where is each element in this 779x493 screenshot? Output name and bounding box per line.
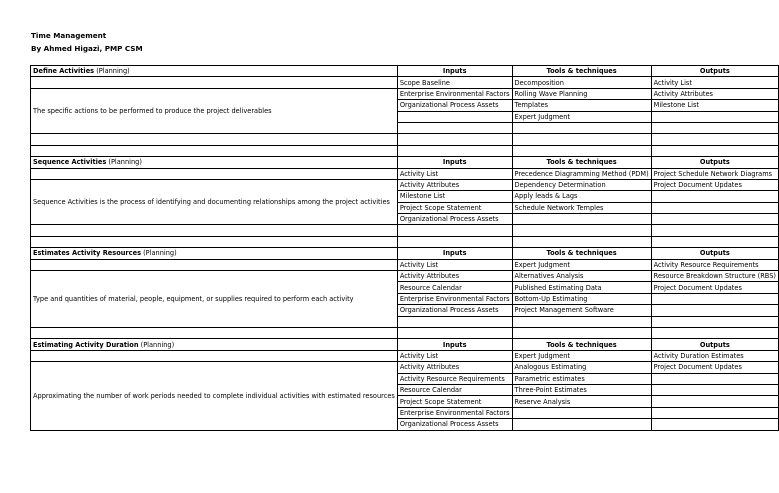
table-row xyxy=(31,145,779,156)
empty-cell xyxy=(651,407,778,418)
tools-cell: Project Management Software xyxy=(512,305,651,316)
outputs-cell: Activity List xyxy=(651,77,778,88)
table-row xyxy=(31,236,779,247)
column-header-inputs: Inputs xyxy=(397,248,512,259)
tools-cell: Templates xyxy=(512,100,651,111)
empty-cell xyxy=(31,77,398,88)
column-header-inputs: Inputs xyxy=(397,66,512,77)
empty-cell xyxy=(651,305,778,316)
inputs-cell: Enterprise Environmental Factors xyxy=(397,293,512,304)
empty-cell xyxy=(397,122,512,133)
section-description: Approximating the number of work periods needed to complete individual activities with estimated resources xyxy=(31,362,398,430)
column-header-outputs: Outputs xyxy=(651,339,778,350)
empty-cell xyxy=(651,327,778,338)
empty-cell xyxy=(512,225,651,236)
empty-cell xyxy=(512,327,651,338)
column-header-outputs: Outputs xyxy=(651,248,778,259)
inputs-cell: Activity List xyxy=(397,259,512,270)
table-row xyxy=(31,225,779,236)
inputs-cell: Organizational Process Assets xyxy=(397,100,512,111)
empty-cell xyxy=(397,316,512,327)
inputs-cell: Activity Attributes xyxy=(397,362,512,373)
empty-cell xyxy=(512,214,651,225)
outputs-cell: Project Schedule Network Diagrams xyxy=(651,168,778,179)
empty-cell xyxy=(397,236,512,247)
empty-cell xyxy=(651,419,778,430)
empty-cell xyxy=(397,225,512,236)
section-name: Sequence Activities xyxy=(33,158,107,167)
tools-cell: Apply leads & Lags xyxy=(512,191,651,202)
tools-cell: Parametric estimates xyxy=(512,373,651,384)
empty-cell xyxy=(651,396,778,407)
section-phase: (Planning) xyxy=(141,249,177,258)
table-row xyxy=(31,271,779,282)
section-title xyxy=(31,339,398,350)
section-phase: (Planning) xyxy=(94,67,130,76)
inputs-cell: Project Scope Statement xyxy=(397,202,512,213)
inputs-cell: Organizational Process Assets xyxy=(397,419,512,430)
empty-cell xyxy=(651,316,778,327)
outputs-cell: Resource Breakdown Structure (RBS) xyxy=(651,271,778,282)
empty-cell xyxy=(651,373,778,384)
outputs-cell: Activity Attributes xyxy=(651,88,778,99)
empty-cell xyxy=(512,407,651,418)
page-title: Time Management xyxy=(31,31,107,40)
tools-cell: Alternatives Analysis xyxy=(512,271,651,282)
section-title xyxy=(31,157,398,168)
table-row xyxy=(31,362,779,373)
table-row xyxy=(31,77,779,88)
empty-cell xyxy=(651,111,778,122)
empty-cell xyxy=(31,145,398,156)
inputs-cell: Activity List xyxy=(397,350,512,361)
inputs-cell: Resource Calendar xyxy=(397,282,512,293)
inputs-cell: Activity Attributes xyxy=(397,271,512,282)
tools-cell: Reserve Analysis xyxy=(512,396,651,407)
inputs-cell: Project Scope Statement xyxy=(397,396,512,407)
empty-cell xyxy=(397,145,512,156)
empty-cell xyxy=(651,191,778,202)
tools-cell: Dependency Determination xyxy=(512,179,651,190)
inputs-cell: Resource Calendar xyxy=(397,384,512,395)
section-header-row xyxy=(31,339,779,350)
column-header-tools: Tools & techniques xyxy=(512,157,651,168)
empty-cell xyxy=(397,327,512,338)
section-description: Type and quantities of material, people, equipment, or supplies required to perform each activity xyxy=(31,271,398,328)
empty-cell xyxy=(31,168,398,179)
section-phase: (Planning) xyxy=(106,158,142,167)
inputs-cell: Organizational Process Assets xyxy=(397,214,512,225)
empty-cell xyxy=(651,384,778,395)
section-description: Sequence Activities is the process of identifying and documenting relationships among the project activities xyxy=(31,179,398,225)
outputs-cell: Project Document Updates xyxy=(651,179,778,190)
empty-cell xyxy=(31,225,398,236)
empty-cell xyxy=(512,419,651,430)
empty-cell xyxy=(651,214,778,225)
column-header-tools: Tools & techniques xyxy=(512,248,651,259)
section-title xyxy=(31,248,398,259)
outputs-cell: Activity Duration Estimates xyxy=(651,350,778,361)
tools-cell: Analogous Estimating xyxy=(512,362,651,373)
empty-cell xyxy=(512,316,651,327)
empty-cell xyxy=(651,225,778,236)
author-line: By Ahmed Higazi, PMP CSM xyxy=(31,44,143,53)
tools-cell: Three-Point Estimates xyxy=(512,384,651,395)
inputs-cell: Milestone List xyxy=(397,191,512,202)
table-row xyxy=(31,134,779,145)
tools-cell: Schedule Network Temples xyxy=(512,202,651,213)
empty-cell xyxy=(397,134,512,145)
inputs-cell: Activity List xyxy=(397,168,512,179)
outputs-cell: Activity Resource Requirements xyxy=(651,259,778,270)
column-header-outputs: Outputs xyxy=(651,66,778,77)
section-header-row xyxy=(31,66,779,77)
empty-cell xyxy=(651,236,778,247)
inputs-cell: Activity Resource Requirements xyxy=(397,373,512,384)
empty-cell xyxy=(31,259,398,270)
inputs-cell: Enterprise Environmental Factors xyxy=(397,407,512,418)
tools-cell: Bottom-Up Estimating xyxy=(512,293,651,304)
column-header-tools: Tools & techniques xyxy=(512,339,651,350)
inputs-cell: Organizational Process Assets xyxy=(397,305,512,316)
column-header-outputs: Outputs xyxy=(651,157,778,168)
empty-cell xyxy=(31,236,398,247)
outputs-cell: Project Document Updates xyxy=(651,282,778,293)
inputs-cell: Activity Attributes xyxy=(397,179,512,190)
outputs-cell: Project Document Updates xyxy=(651,362,778,373)
section-title xyxy=(31,66,398,77)
column-header-tools: Tools & techniques xyxy=(512,66,651,77)
table-row xyxy=(31,350,779,361)
empty-cell xyxy=(31,134,398,145)
column-header-inputs: Inputs xyxy=(397,157,512,168)
table-row xyxy=(31,259,779,270)
table-row xyxy=(31,179,779,190)
time-management-table xyxy=(30,65,779,431)
section-header-row xyxy=(31,248,779,259)
section-name: Estimating Activity Duration xyxy=(33,340,139,349)
tools-cell: Expert Judgment xyxy=(512,111,651,122)
empty-cell xyxy=(512,122,651,133)
empty-cell xyxy=(512,145,651,156)
empty-cell xyxy=(512,134,651,145)
section-phase: (Planning) xyxy=(138,340,175,349)
table-row xyxy=(31,327,779,338)
empty-cell xyxy=(397,111,512,122)
empty-cell xyxy=(31,350,398,361)
empty-cell xyxy=(651,293,778,304)
tools-cell: Expert Judgment xyxy=(512,350,651,361)
empty-cell xyxy=(651,134,778,145)
inputs-cell: Scope Baseline xyxy=(397,77,512,88)
empty-cell xyxy=(512,236,651,247)
empty-cell xyxy=(31,327,398,338)
column-header-inputs: Inputs xyxy=(397,339,512,350)
empty-cell xyxy=(651,145,778,156)
inputs-cell: Enterprise Environmental Factors xyxy=(397,88,512,99)
empty-cell xyxy=(651,202,778,213)
section-name: Estimates Activity Resources xyxy=(33,249,141,258)
tools-cell: Expert Judgment xyxy=(512,259,651,270)
outputs-cell: Milestone List xyxy=(651,100,778,111)
tools-cell: Rolling Wave Planning xyxy=(512,88,651,99)
table-row xyxy=(31,88,779,99)
section-description: The specific actions to be performed to produce the project deliverables xyxy=(31,88,398,134)
table-row xyxy=(31,168,779,179)
tools-cell: Precedence Diagramming Method (PDM) xyxy=(512,168,651,179)
section-name: Define Activities xyxy=(33,67,95,76)
tools-cell: Decomposition xyxy=(512,77,651,88)
empty-cell xyxy=(651,122,778,133)
tools-cell: Published Estimating Data xyxy=(512,282,651,293)
section-header-row xyxy=(31,157,779,168)
